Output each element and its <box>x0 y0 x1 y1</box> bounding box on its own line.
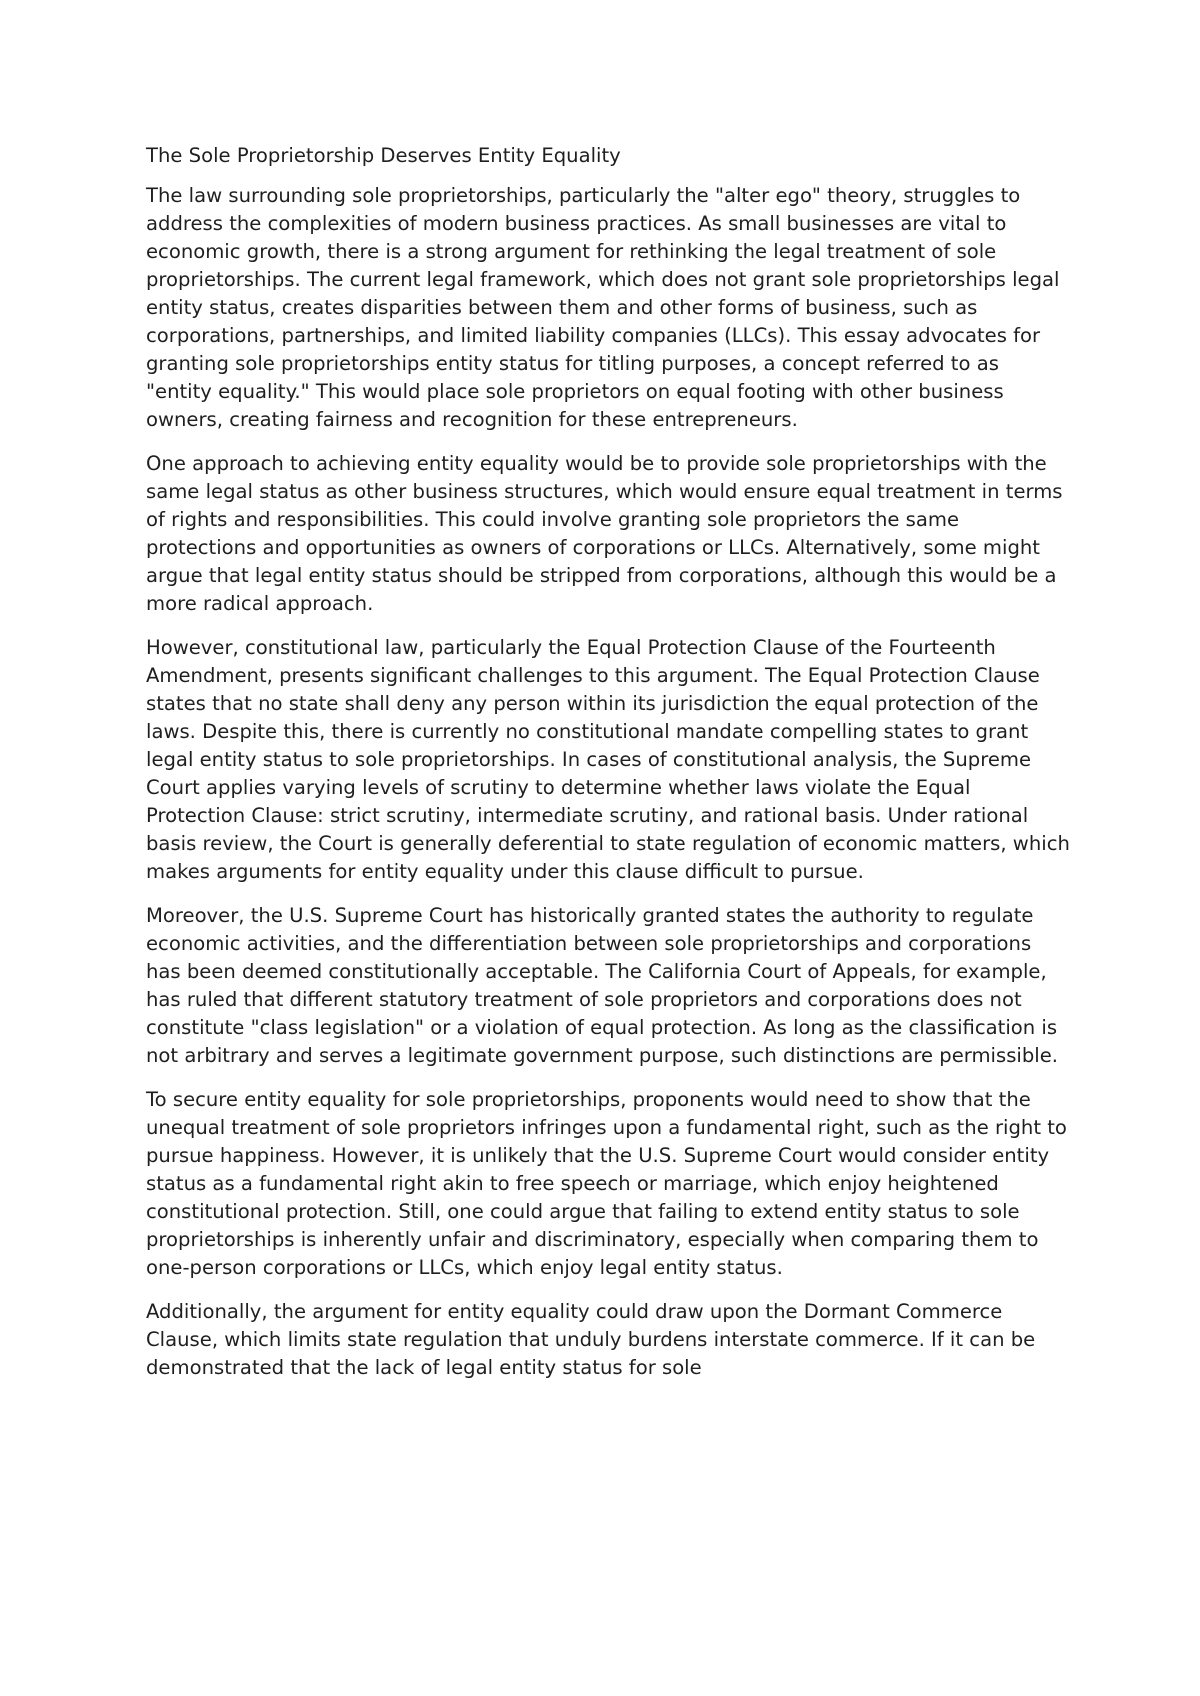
paragraph: The law surrounding sole proprietorships, particularly the "alter ego" theory, struggles to address the complexities of modern business practices. As small businesses are vital to economic growth, there is a strong argument for rethinking the legal treatment of sole proprietorships. The current legal framework, which does not grant sole proprietorships legal entity status, creates disparities between them and other forms of business, such as corporations, partnerships, and limited liability companies (LLCs). This essay advocates for granting sole proprietorships entity status for titling purposes, a concept referred to as "entity equality." This would place sole proprietors on equal footing with other business owners, creating fairness and recognition for these entrepreneurs. <box>146 184 1060 431</box>
paragraph: However, constitutional law, particularly the Equal Protection Clause of the Fourteenth Amendment, presents significant challenges to this argument. The Equal Protection Clause states that no state shall deny any person within its jurisdiction the equal protection of the laws. Despite this, there is currently no constitutional mandate compelling states to grant legal entity status to sole proprietorships. In cases of constitutional analysis, the Supreme Court applies varying levels of scrutiny to determine whether laws violate the Equal Protection Clause: strict scrutiny, intermediate scrutiny, and rational basis. Under rational basis review, the Court is generally deferential to state regulation of economic matters, which makes arguments for entity equality under this clause difficult to pursue. <box>146 636 1070 883</box>
paragraph: One approach to achieving entity equality would be to provide sole proprietorships with the same legal status as other business structures, which would ensure equal treatment in terms of rights and responsibilities. This could involve granting sole proprietors the same protections and opportunities as owners of corporations or LLCs. Alternatively, some might argue that legal entity status should be stripped from corporations, although this would be a more radical approach. <box>146 452 1063 615</box>
document-title: The Sole Proprietorship Deserves Entity Equality <box>146 144 621 167</box>
document-body <box>146 142 1070 1398</box>
paragraph: Moreover, the U.S. Supreme Court has historically granted states the authority to regulate economic activities, and the differentiation between sole proprietorships and corporations has been deemed constitutionally acceptable. The California Court of Appeals, for example, has ruled that different statutory treatment of sole proprietors and corporations does not constitute "class legislation" or a violation of equal protection. As long as the classification is not arbitrary and serves a legitimate government purpose, such distinctions are permissible. <box>146 904 1059 1067</box>
paragraph: Additionally, the argument for entity equality could draw upon the Dormant Commerce Clause, which limits state regulation that unduly burdens interstate commerce. If it can be demonstrated that the lack of legal entity status for sole <box>146 1300 1036 1379</box>
paragraph: To secure entity equality for sole proprietorships, proponents would need to show that the unequal treatment of sole proprietors infringes upon a fundamental right, such as the right to pursue happiness. However, it is unlikely that the U.S. Supreme Court would consider entity status as a fundamental right akin to free speech or marriage, which enjoy heightened constitutional protection. Still, one could argue that failing to extend entity status to sole proprietorships is inherently unfair and discriminatory, especially when comparing them to one-person corporations or LLCs, which enjoy legal entity status. <box>146 1088 1067 1279</box>
